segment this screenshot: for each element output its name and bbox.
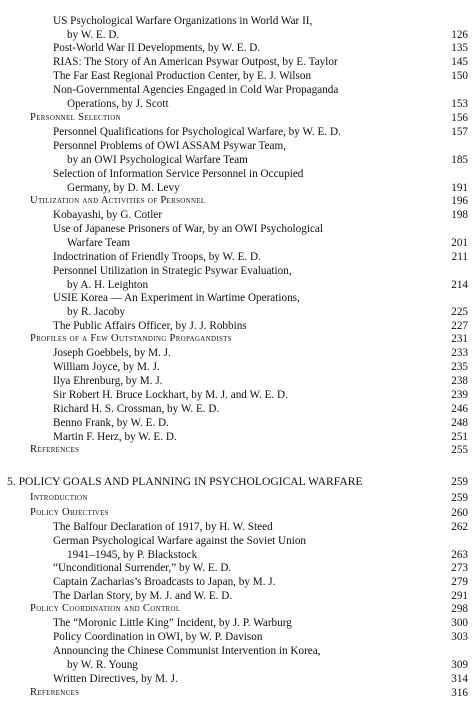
- toc-entry-row: [0, 264, 468, 278]
- toc-entry-row: [0, 430, 468, 444]
- toc-entry-title: by an OWI Psychological Warfare Team: [67, 154, 248, 166]
- toc-page-number: 150: [451, 70, 468, 82]
- toc-chapter-row: [0, 475, 468, 489]
- toc-entry-row: [0, 616, 468, 630]
- toc-section-row: [0, 506, 468, 520]
- toc-entry-row: [0, 630, 468, 644]
- toc-entry-title: Martin F. Herz, by W. E. D.: [53, 431, 177, 443]
- toc-entry-title: Personnel Qualifications for Psychological Warfare, by W. E. D.: [53, 126, 341, 138]
- toc-page-number: 273: [451, 562, 468, 574]
- toc-page-number: 231: [451, 333, 468, 345]
- toc-entry-row: [0, 83, 468, 97]
- toc-page-number: 263: [451, 549, 468, 561]
- toc-entry-title: US Psychological Warfare Organizations in World War II,: [53, 15, 313, 27]
- toc-entry-title: William Joyce, by M. J.: [53, 361, 160, 373]
- toc-entry-title: The Balfour Declaration of 1917, by H. W. Steed: [53, 521, 273, 533]
- toc-page-number: 314: [451, 673, 468, 685]
- toc-entry-row: [0, 236, 468, 250]
- toc-page-number: 135: [451, 42, 468, 54]
- toc-entry-title: Operations, by J. Scott: [67, 98, 169, 110]
- toc-entry-title: Warfare Team: [67, 237, 131, 249]
- toc-page-number: 191: [451, 182, 468, 194]
- toc-page-number: 262: [451, 521, 468, 533]
- toc-entry-row: [0, 167, 468, 181]
- toc-page-number: 156: [451, 112, 468, 124]
- toc-page-number: 279: [451, 576, 468, 588]
- toc-entry-title: Ilya Ehrenburg, by M. J.: [53, 375, 163, 387]
- toc-entry-row: [0, 589, 468, 603]
- toc-page-number: 260: [451, 507, 468, 519]
- toc-entry-title: Sir Robert H. Bruce Lockhart, by M. J. and W. E. D.: [53, 389, 288, 401]
- toc-entry-title: by W. R. Young: [67, 659, 138, 671]
- toc-entry-row: [0, 139, 468, 153]
- toc-page-number: 235: [451, 361, 468, 373]
- toc-entry-row: [0, 644, 468, 658]
- toc-entry-title: Germany, by D. M. Levy: [67, 182, 180, 194]
- toc-page-number: 214: [451, 279, 468, 291]
- toc-entry-row: [0, 181, 468, 195]
- toc-entry-row: [0, 548, 468, 562]
- toc-entry-row: [0, 658, 468, 672]
- toc-page-number: 233: [451, 347, 468, 359]
- toc-entry-title: Use of Japanese Prisoners of War, by an OWI Psychological: [53, 223, 323, 235]
- toc-entry-row: [0, 250, 468, 264]
- toc-section-row: [0, 332, 468, 346]
- toc-entry-row: [0, 305, 468, 319]
- toc-section-row: [0, 111, 468, 125]
- toc-entry-row: [0, 402, 468, 416]
- toc-page-number: 251: [451, 431, 468, 443]
- toc-entry-row: [0, 41, 468, 55]
- toc-entry-title: Utilization and Activities of Personnel: [30, 195, 206, 206]
- toc-page-number: 303: [451, 631, 468, 643]
- toc-entry-title: References: [30, 444, 80, 455]
- toc-entry-title: Indoctrination of Friendly Troops, by W. E. D.: [53, 251, 261, 263]
- toc-page-number: 225: [451, 306, 468, 318]
- toc-section-row: [0, 686, 468, 700]
- toc-page-number: 196: [451, 195, 468, 207]
- toc-entry-row: [0, 575, 468, 589]
- toc-entry-row: [0, 360, 468, 374]
- toc-page-number: 185: [451, 154, 468, 166]
- toc-entry-title: Selection of Information Service Personnel in Occupied: [53, 168, 304, 180]
- toc-entry-title: Policy Objectives: [30, 507, 109, 518]
- toc-entry-title: The Public Affairs Officer, by J. J. Robbins: [53, 320, 247, 332]
- toc-entry-title: Personnel Utilization in Strategic Psywar Evaluation,: [53, 265, 292, 277]
- toc-entry-row: [0, 416, 468, 430]
- toc-entry-row: [0, 153, 468, 167]
- toc-section-row: [0, 491, 468, 505]
- toc-entry-title: References: [30, 687, 80, 698]
- toc-page-number: 145: [451, 56, 468, 68]
- toc-entry-title: Kobayashi, by G. Cotler: [53, 209, 163, 221]
- toc-entry-title: Announcing the Chinese Communist Intervention in Korea,: [53, 645, 321, 657]
- toc-page-number: 227: [451, 320, 468, 332]
- toc-entry-title: The “Moronic Little King” Incident, by J. P. Warburg: [53, 617, 292, 629]
- toc-entry-title: German Psychological Warfare against the Soviet Union: [53, 535, 307, 547]
- toc-entry-row: [0, 208, 468, 222]
- toc-entry-row: [0, 672, 468, 686]
- toc-page-number: 259: [451, 476, 468, 488]
- toc-entry-title: “Unconditional Surrender,” by W. E. D.: [53, 562, 232, 574]
- toc-page-number: 246: [451, 403, 468, 415]
- toc-entry-row: [0, 319, 468, 333]
- toc-entry-title: Joseph Goebbels, by M. J.: [53, 347, 171, 359]
- toc-entry-title: Non-Governmental Agencies Engaged in Cold War Propaganda: [53, 84, 339, 96]
- toc-page-number: 248: [451, 417, 468, 429]
- toc-entry-title: The Far East Regional Production Center, by E. J. Wilson: [53, 70, 312, 82]
- toc-entry-title: 1941–1945, by P. Blackstock: [67, 549, 198, 561]
- toc-page-number: 298: [451, 603, 468, 615]
- toc-entry-title: Post-World War II Developments, by W. E. D.: [53, 42, 261, 54]
- toc-page-number: 211: [451, 251, 468, 263]
- toc-entry-title: Introduction: [30, 492, 88, 503]
- toc-section-row: [0, 443, 468, 457]
- toc-page-number: 255: [451, 444, 468, 456]
- toc-entry-row: [0, 69, 468, 83]
- toc-entry-title: Profiles of a Few Outstanding Propagandists: [30, 333, 232, 344]
- toc-entry-title: Policy Coordination and Control: [30, 603, 181, 614]
- toc-entry-title: Captain Zacharias’s Broadcasts to Japan, by M. J.: [53, 576, 276, 588]
- toc-entry-title: USIE Korea — An Experiment in Wartime Operations,: [53, 292, 300, 304]
- toc-entry-title: by W. E. D.: [67, 29, 120, 41]
- toc-entry-row: [0, 374, 468, 388]
- toc-section-row: [0, 602, 468, 616]
- toc-entry-title: RIAS: The Story of An American Psywar Outpost, by E. Taylor: [53, 56, 338, 68]
- toc-entry-row: [0, 28, 468, 42]
- toc-entry-row: [0, 14, 468, 28]
- toc-entry-row: [0, 222, 468, 236]
- toc-section-row: [0, 194, 468, 208]
- toc-entry-row: [0, 291, 468, 305]
- toc-page-number: 153: [451, 98, 468, 110]
- toc-entry-title: 5. POLICY GOALS AND PLANNING IN PSYCHOLOGICAL WARFARE: [7, 475, 363, 488]
- toc-entry-title: by A. H. Leighton: [67, 279, 149, 291]
- toc-entry-title: Personnel Selection: [30, 112, 121, 123]
- toc-entry-row: [0, 346, 468, 360]
- toc-entry-row: [0, 97, 468, 111]
- toc-page-number: 291: [451, 590, 468, 602]
- toc-page-number: 309: [451, 659, 468, 671]
- toc-entry-row: [0, 534, 468, 548]
- toc-entry-title: Written Directives, by M. J.: [53, 673, 178, 685]
- toc-page-number: 316: [451, 687, 468, 699]
- toc-entry-title: Benno Frank, by W. E. D.: [53, 417, 169, 429]
- toc-entry-row: [0, 55, 468, 69]
- toc-page-number: 201: [451, 237, 468, 249]
- toc-page-number: 259: [451, 492, 468, 504]
- toc-entry-title: Policy Coordination in OWI, by W. P. Davison: [53, 631, 263, 643]
- toc-entry-title: Richard H. S. Crossman, by W. E. D.: [53, 403, 220, 415]
- toc-entry-row: [0, 278, 468, 292]
- toc-page-number: 126: [451, 29, 468, 41]
- toc-page-number: 238: [451, 375, 468, 387]
- toc-page-number: 239: [451, 389, 468, 401]
- toc-page-number: 198: [451, 209, 468, 221]
- toc-page-number: 157: [451, 126, 468, 138]
- toc-entry-title: Personnel Problems of OWI ASSAM Psywar Team,: [53, 140, 287, 152]
- toc-entry-row: [0, 125, 468, 139]
- toc-entry-row: [0, 520, 468, 534]
- toc-page-number: 300: [451, 617, 468, 629]
- toc-entry-row: [0, 388, 468, 402]
- toc-entry-title: by R. Jacoby: [67, 306, 126, 318]
- toc-entry-row: [0, 561, 468, 575]
- toc-entry-title: The Darlan Story, by M. J. and W. E. D.: [53, 590, 233, 602]
